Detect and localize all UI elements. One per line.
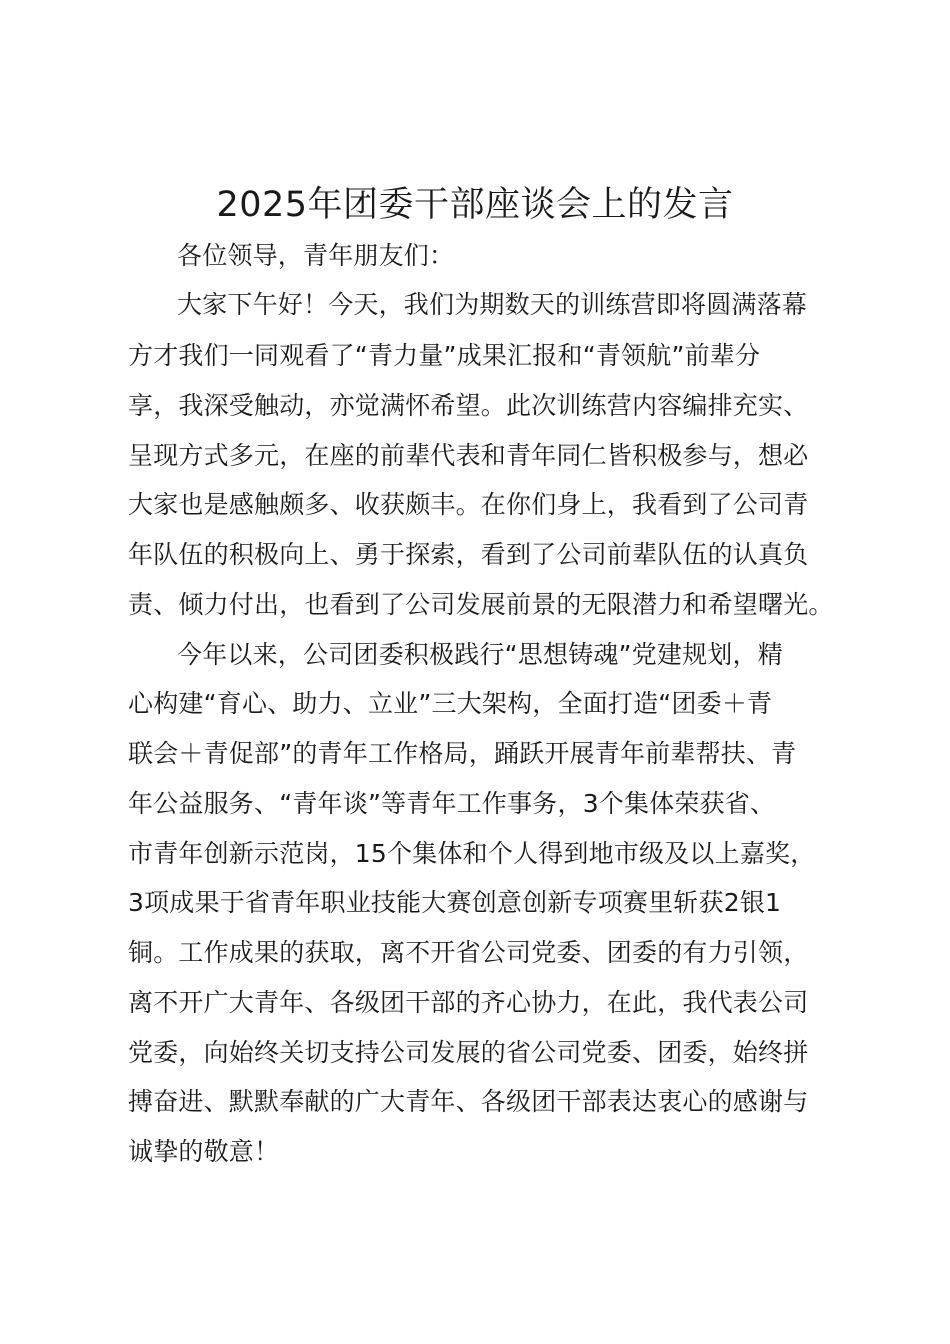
- paragraph-1-line-6: 年队伍的积极向上、勇于探索，看到了公司前辈队伍的认真负: [128, 540, 809, 569]
- paragraph-2-line-8: 离不开广大青年、各级团干部的齐心协力，在此，我代表公司: [128, 988, 809, 1017]
- paragraph-1-line-5: 大家也是感触颇多、收获颇丰。在你们身上，我看到了公司青: [128, 490, 809, 519]
- paragraph-1-line-2: 方才我们一同观看了“青力量”成果汇报和“青领航”前辈分: [128, 341, 761, 370]
- paragraph-2-line-5: 市青年创新示范岗，15个集体和个人得到地市级及以上嘉奖，: [128, 839, 816, 868]
- paragraph-1-line-1: 大家下午好！今天，我们为期数天的训练营即将圆满落幕: [177, 290, 808, 319]
- paragraph-2-line-11: 诚挚的敬意！: [128, 1137, 280, 1166]
- paragraph-2-line-6: 3项成果于省青年职业技能大赛创意创新专项赛里斩获2银1: [128, 888, 782, 917]
- paragraph-1-line-7: 责、倾力付出，也看到了公司发展前景的无限潜力和希望曙光。: [128, 590, 834, 619]
- paragraph-2-line-2: 心构建“育心、助力、立业”三大架构，全面打造“团委＋青: [128, 689, 773, 718]
- salutation-line: 各位领导，青年朋友们：: [177, 241, 455, 270]
- paragraph-2-line-10: 搏奋进、默默奉献的广大青年、各级团干部表达衷心的感谢与: [128, 1087, 809, 1116]
- paragraph-2-line-7: 铜。工作成果的获取，离不开省公司党委、团委的有力引领，: [128, 938, 809, 967]
- paragraph-1-line-3: 享，我深受触动，亦觉满怀希望。此次训练营内容编排充实、: [128, 391, 809, 420]
- paragraph-2-line-3: 联会＋青促部”的青年工作格局，踊跃开展青年前辈帮扶、青: [128, 739, 797, 768]
- document-title: 2025年团委干部座谈会上的发言: [216, 185, 734, 225]
- paragraph-2-line-9: 党委，向始终关切支持公司发展的省公司党委、团委，始终拼: [128, 1038, 809, 1067]
- paragraph-2-line-1: 今年以来，公司团委积极践行“思想铸魂”党建规划，精: [177, 640, 783, 669]
- paragraph-1-line-4: 呈现方式多元，在座的前辈代表和青年同仁皆积极参与，想必: [128, 441, 809, 470]
- paragraph-2-line-4: 年公益服务、“青年谈”等青年工作事务，3个集体荣获省、: [128, 789, 776, 818]
